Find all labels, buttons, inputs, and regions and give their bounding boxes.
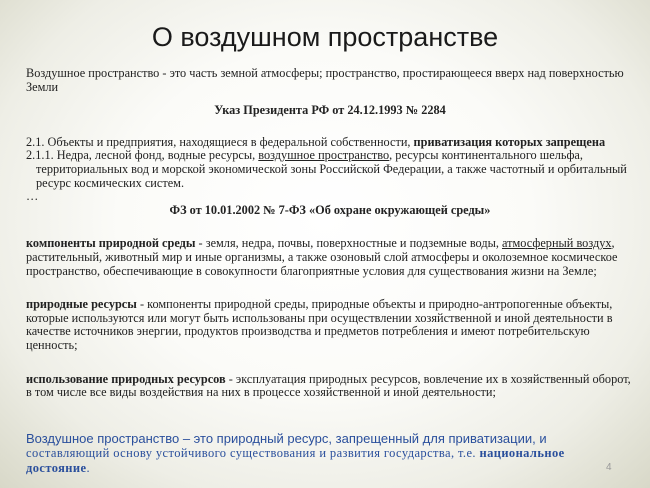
decree-heading: Указ Президента РФ от 24.12.1993 № 2284	[214, 103, 446, 118]
conclusion-line-2-end: .	[86, 461, 90, 475]
privatization-banned-phrase: приватизация которых запрещена	[413, 134, 606, 149]
decree-item-2-1	[26, 136, 634, 150]
airspace-definition: Воздушное пространство - это часть земной атмосферы; пространство, простирающееся вверх над поверхностью Земли	[26, 66, 624, 94]
components-text-end: , растительный, животный мир и иные организмы, а также озоновый слой атмосферы и околоземное космическое пространство, обеспечивающие в совокупности благоприятные условия для существования жизни на Земле;	[26, 236, 618, 278]
natural-resources-text: - компоненты природной среды, природные объекты и природно-антропогенные объекты, которые используются или могут быть использованы при осуществлении хозяйственной и иной деятельности в качестве источников энергии, продуктов производства и предметов потребления и имеют потребительскую ценность;	[26, 297, 613, 352]
definition-natural-resources	[26, 298, 634, 352]
definition-resource-use	[26, 373, 634, 400]
term-resource-use: использование природных ресурсов	[26, 371, 226, 386]
components-text-start: - земля, недра, почвы, поверхностные и подземные воды,	[195, 236, 503, 251]
airspace-underlined: воздушное пространство	[258, 148, 390, 163]
conclusion-text	[26, 431, 596, 476]
national-heritage-phrase: национальное достояние	[26, 446, 565, 475]
conclusion-line-1: Воздушное пространство – это природный ресурс, запрещенный для приватизации, и	[26, 431, 547, 446]
slide-content	[26, 67, 634, 400]
ellipsis: …	[26, 189, 39, 204]
item-text-start: 2.1.1. Недра, лесной фонд, водные ресурсы,	[26, 148, 259, 163]
page-number: 4	[606, 462, 612, 473]
term-natural-resources: природные ресурсы	[26, 297, 137, 312]
conclusion-line-2-text: составляющий основу устойчивого существования и развития государства, т.е.	[26, 446, 480, 460]
item-text-end: , ресурсы континентального шельфа, территориальных вод и морской экономической зоны Российской Федерации, а также частотный и орбитальный ресурс космических систем.	[36, 148, 627, 190]
slide-title: О воздушном пространстве	[151, 22, 499, 52]
conclusion-line-2	[26, 446, 596, 476]
atmospheric-air-underlined: атмосферный воздух	[502, 236, 612, 251]
resource-use-text: - эксплуатация природных ресурсов, вовлечение их в хозяйственный оборот, в том числе все виды воздействия на них в процессе хозяйственной и иной деятельности;	[26, 371, 631, 400]
term-components: компоненты природной среды	[26, 236, 196, 251]
decree-item-2-1-1	[26, 149, 634, 190]
item-text: 2.1. Объекты и предприятия, находящиеся в федеральной собственности,	[26, 134, 414, 149]
law-heading: ФЗ от 10.01.2002 № 7-ФЗ «Об охране окружающей среды»	[169, 202, 491, 217]
definition-components	[26, 237, 634, 278]
